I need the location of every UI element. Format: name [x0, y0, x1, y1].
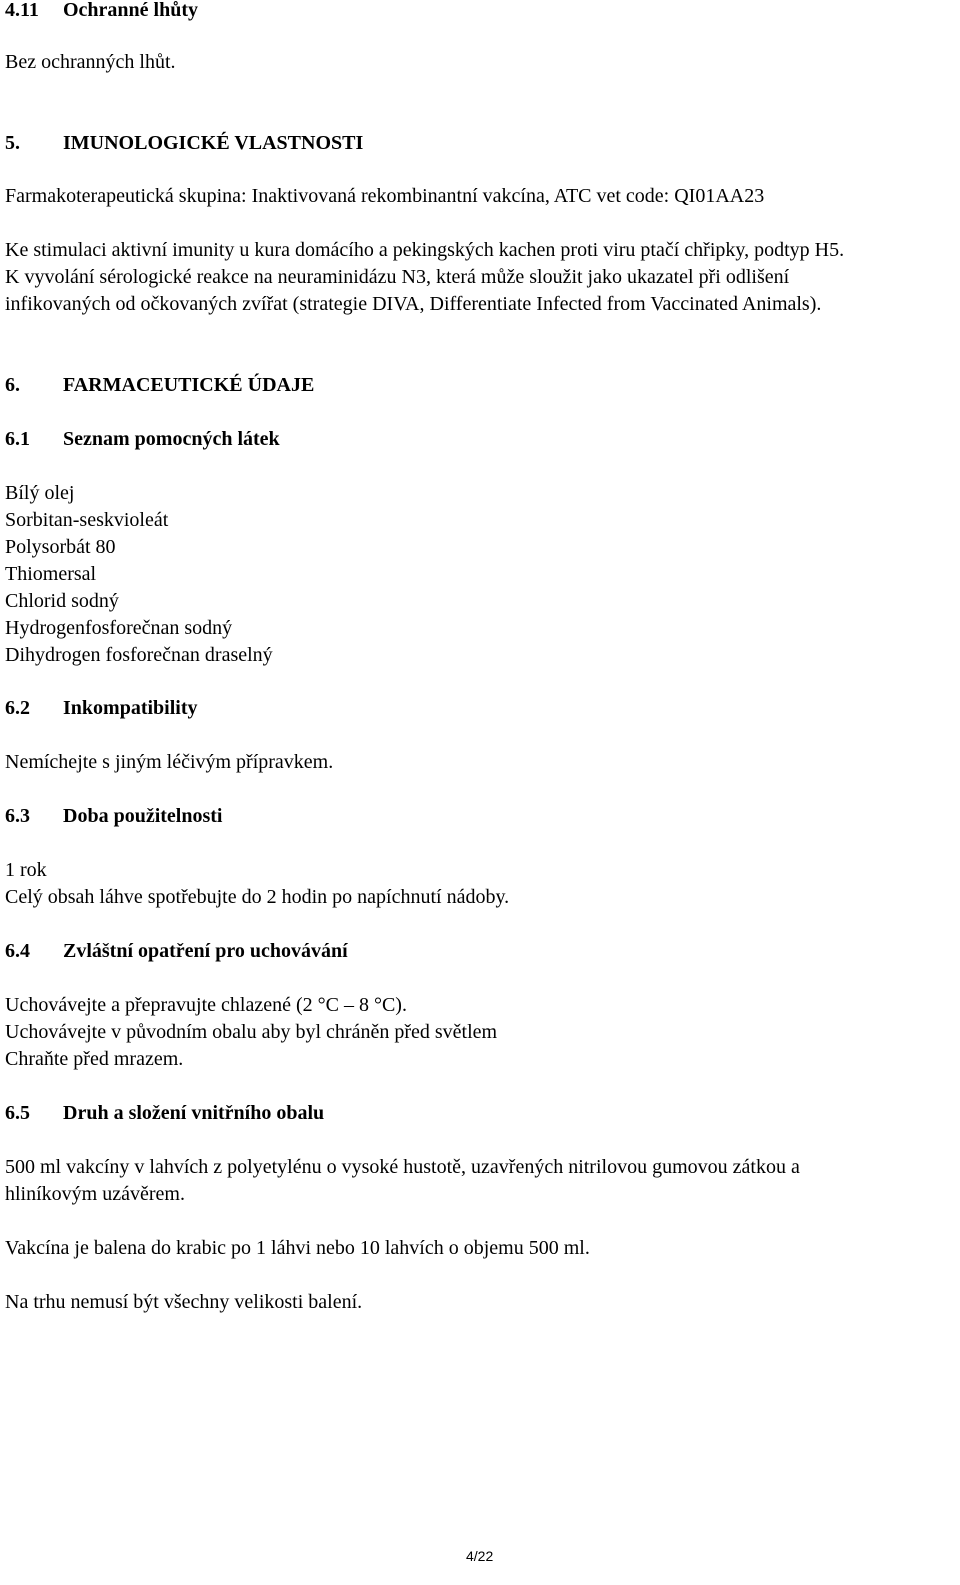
section-5-heading — [5, 130, 363, 157]
pack-sizes-note: Na trhu nemusí být všechny velikosti balení. — [5, 1291, 363, 1313]
excipient-item: Sorbitan-seskvioleát — [5, 509, 169, 531]
section-title: FARMACEUTICKÉ ÚDAJE — [63, 374, 315, 396]
section-title: Inkompatibility — [63, 697, 198, 719]
paragraph-line: Ke stimulaci aktivní imunity u kura domácího a pekingských kachen proti viru ptačí chřipky, podtyp H5. — [5, 239, 845, 261]
page-number: 4/22 — [466, 1548, 494, 1564]
excipient-item: Polysorbát 80 — [5, 536, 116, 558]
section-number: 6.5 — [5, 1102, 30, 1124]
section-6-heading — [5, 372, 314, 399]
section-number: 6.1 — [5, 428, 30, 450]
excipient-item: Bílý olej — [5, 482, 75, 504]
excipient-item: Chlorid sodný — [5, 590, 119, 612]
shelf-life-line: 1 rok — [5, 859, 47, 881]
section-number: 4.11 — [5, 0, 39, 21]
section-title: Seznam pomocných látek — [63, 428, 280, 450]
storage-line: Uchovávejte a přepravujte chlazené (2 °C – 8 °C). — [5, 994, 407, 1016]
shelf-life-line: Celý obsah láhve spotřebujte do 2 hodin po napíchnutí nádoby. — [5, 886, 510, 908]
excipient-item: Thiomersal — [5, 563, 97, 585]
storage-line: Uchovávejte v původním obalu aby byl chráněn před světlem — [5, 1021, 498, 1043]
container-paragraph-line: hliníkovým uzávěrem. — [5, 1183, 185, 1205]
section-title: Zvláštní opatření pro uchovávání — [63, 940, 348, 962]
section-number: 6. — [5, 374, 20, 396]
section-6-5-heading — [5, 1100, 324, 1127]
excipient-item: Dihydrogen fosforečnan draselný — [5, 644, 273, 666]
section-4-11-heading — [5, 0, 198, 24]
section-title: Ochranné lhůty — [63, 0, 199, 21]
packaging-paragraph: Vakcína je balena do krabic po 1 láhvi nebo 10 lahvích o objemu 500 ml. — [5, 1237, 590, 1259]
section-number: 6.3 — [5, 805, 30, 827]
excipient-item: Hydrogenfosforečnan sodný — [5, 617, 233, 639]
pharmacotherapeutic-group: Farmakoterapeutická skupina: Inaktivovaná rekombinantní vakcína, ATC vet code: QI01AA23 — [5, 185, 765, 207]
storage-line: Chraňte před mrazem. — [5, 1048, 184, 1070]
section-4-11-text: Bez ochranných lhůt. — [5, 51, 176, 73]
section-6-4-heading — [5, 938, 348, 965]
incompatibility-text: Nemíchejte s jiným léčivým přípravkem. — [5, 751, 334, 773]
section-number: 6.2 — [5, 697, 30, 719]
section-title: Druh a složení vnitřního obalu — [63, 1102, 325, 1124]
paragraph-line: K vyvolání sérologické reakce na neuraminidázu N3, která může sloužit jako ukazatel při odlišení — [5, 266, 790, 288]
section-title: IMUNOLOGICKÉ VLASTNOSTI — [63, 132, 364, 154]
container-paragraph-line: 500 ml vakcíny v lahvích z polyetylénu o vysoké hustotě, uzavřených nitrilovou gumovou zátkou a — [5, 1156, 800, 1178]
section-title: Doba použitelnosti — [63, 805, 223, 827]
section-6-1-heading — [5, 426, 280, 453]
paragraph-line: infikovaných od očkovaných zvířat (strategie DIVA, Differentiate Infected from Vaccinated Animals). — [5, 293, 822, 315]
section-number: 5. — [5, 132, 20, 154]
section-6-2-heading — [5, 695, 197, 722]
section-6-3-heading — [5, 803, 222, 830]
section-number: 6.4 — [5, 940, 30, 962]
